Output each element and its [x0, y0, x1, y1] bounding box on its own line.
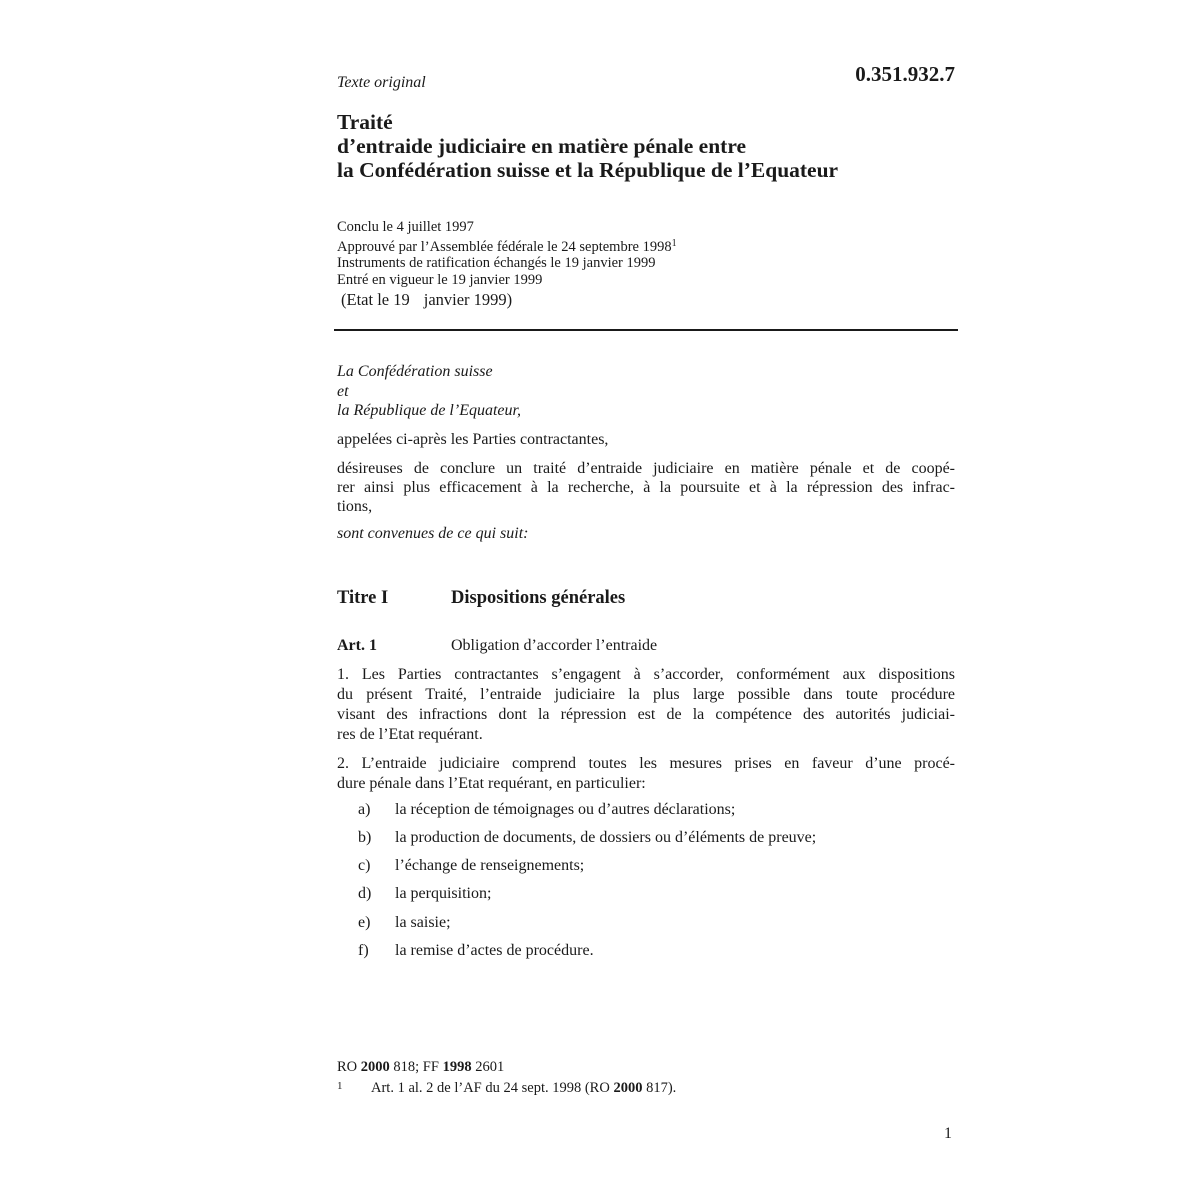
ro-prefix: RO	[337, 1059, 358, 1075]
article-heading: Obligation d’accorder l’entraide	[451, 637, 658, 654]
etat-part-2: janvier 1999)	[423, 290, 513, 309]
ff-year: 1998	[442, 1059, 472, 1075]
list-text: la production de documents, de dossiers ou d’éléments de preuve;	[395, 829, 817, 846]
list-item	[358, 801, 735, 819]
paragraph-line: res de l’Etat requérant.	[337, 726, 483, 743]
paragraph-line: 1. Les Parties contractantes s’engagent à s’accorder, conformément aux dispositions	[337, 666, 955, 683]
etat-date	[341, 290, 512, 310]
list-marker: a)	[358, 801, 371, 818]
approuve-date	[337, 236, 677, 256]
contracting-parties	[337, 362, 521, 421]
convenues-line: sont convenues de ce qui suit:	[337, 525, 529, 542]
article-label: Art. 1	[337, 637, 377, 654]
party-conjunction: et	[337, 382, 349, 400]
appelees-paragraph: appelées ci-après les Parties contractantes,	[337, 431, 609, 448]
titre-label: Titre I	[337, 588, 389, 608]
list-marker: e)	[358, 914, 371, 931]
paragraph-line: dure pénale dans l’Etat requérant, en particulier:	[337, 775, 646, 792]
list-marker: b)	[358, 829, 372, 846]
list-text: l’échange de renseignements;	[395, 857, 585, 874]
publication-reference	[337, 1059, 504, 1076]
paragraph-line: 2. L’entraide judiciaire comprend toutes les mesures prises en faveur d’une procé-	[337, 755, 955, 772]
footnote-year: 2000	[613, 1080, 643, 1096]
footnote-ref[interactable]: 1	[671, 237, 677, 249]
article-paragraph-2	[337, 754, 955, 794]
horizontal-rule	[334, 329, 958, 331]
paragraph-line: visant des infractions dont la répression est de la compétence des autorités judiciai-	[337, 706, 955, 723]
desireuses-paragraph	[337, 459, 955, 516]
list-text: la saisie;	[395, 914, 451, 931]
title-line-2: d’entraide judiciaire en matière pénale entre	[337, 134, 747, 158]
list-marker: d)	[358, 885, 372, 902]
approuve-text: Approuvé par l’Assemblée fédérale le 24 septembre 1998	[337, 238, 672, 255]
list-marker: f)	[358, 942, 369, 959]
etat-part-1: (Etat le 19	[341, 290, 410, 309]
page-number: 1	[944, 1125, 952, 1142]
ro-page: 818; FF	[393, 1059, 439, 1075]
document-number: 0.351.932.7	[855, 62, 955, 86]
list-item	[358, 829, 816, 847]
footnote-text-post: 817).	[646, 1080, 677, 1096]
texte-original-label: Texte original	[337, 74, 426, 91]
list-marker: c)	[358, 857, 371, 874]
list-text: la perquisition;	[395, 885, 492, 902]
desireuses-line: tions,	[337, 498, 373, 515]
titre-heading: Dispositions générales	[451, 588, 626, 608]
entree-vigueur-date: Entré en vigueur le 19 janvier 1999	[337, 271, 543, 288]
title-line-3: la Confédération suisse et la République de l’Equateur	[337, 158, 839, 182]
list-text: la réception de témoignages ou d’autres déclarations;	[395, 801, 736, 818]
instruments-date: Instruments de ratification échangés le 19 janvier 1999	[337, 255, 656, 271]
footnote	[337, 1080, 676, 1097]
party-2: la République de l’Equateur,	[337, 402, 521, 419]
footnote-text-pre: Art. 1 al. 2 de l’AF du 24 sept. 1998 (RO	[371, 1080, 610, 1096]
title-line-1: Traité	[337, 110, 393, 134]
list-item	[358, 914, 451, 932]
list-item	[358, 857, 584, 875]
ro-year: 2000	[360, 1059, 390, 1075]
list-item	[358, 885, 491, 903]
ff-page: 2601	[475, 1059, 505, 1075]
conclu-date: Conclu le 4 juillet 1997	[337, 219, 474, 235]
list-item	[358, 942, 594, 960]
treaty-dates	[337, 219, 677, 288]
list-text: la remise d’actes de procédure.	[395, 942, 594, 959]
document-title	[337, 110, 838, 182]
desireuses-line: rer ainsi plus efficacement à la recherche, à la poursuite et à la répression des infrac-	[337, 479, 955, 496]
paragraph-line: du présent Traité, l’entraide judiciaire la plus large possible dans toute procédure	[337, 686, 955, 703]
article-paragraph-1	[337, 665, 955, 745]
party-1: La Confédération suisse	[337, 363, 493, 380]
desireuses-line: désireuses de conclure un traité d’entraide judiciaire en matière pénale et de coopé-	[337, 460, 955, 477]
footnote-number: 1	[337, 1080, 343, 1092]
